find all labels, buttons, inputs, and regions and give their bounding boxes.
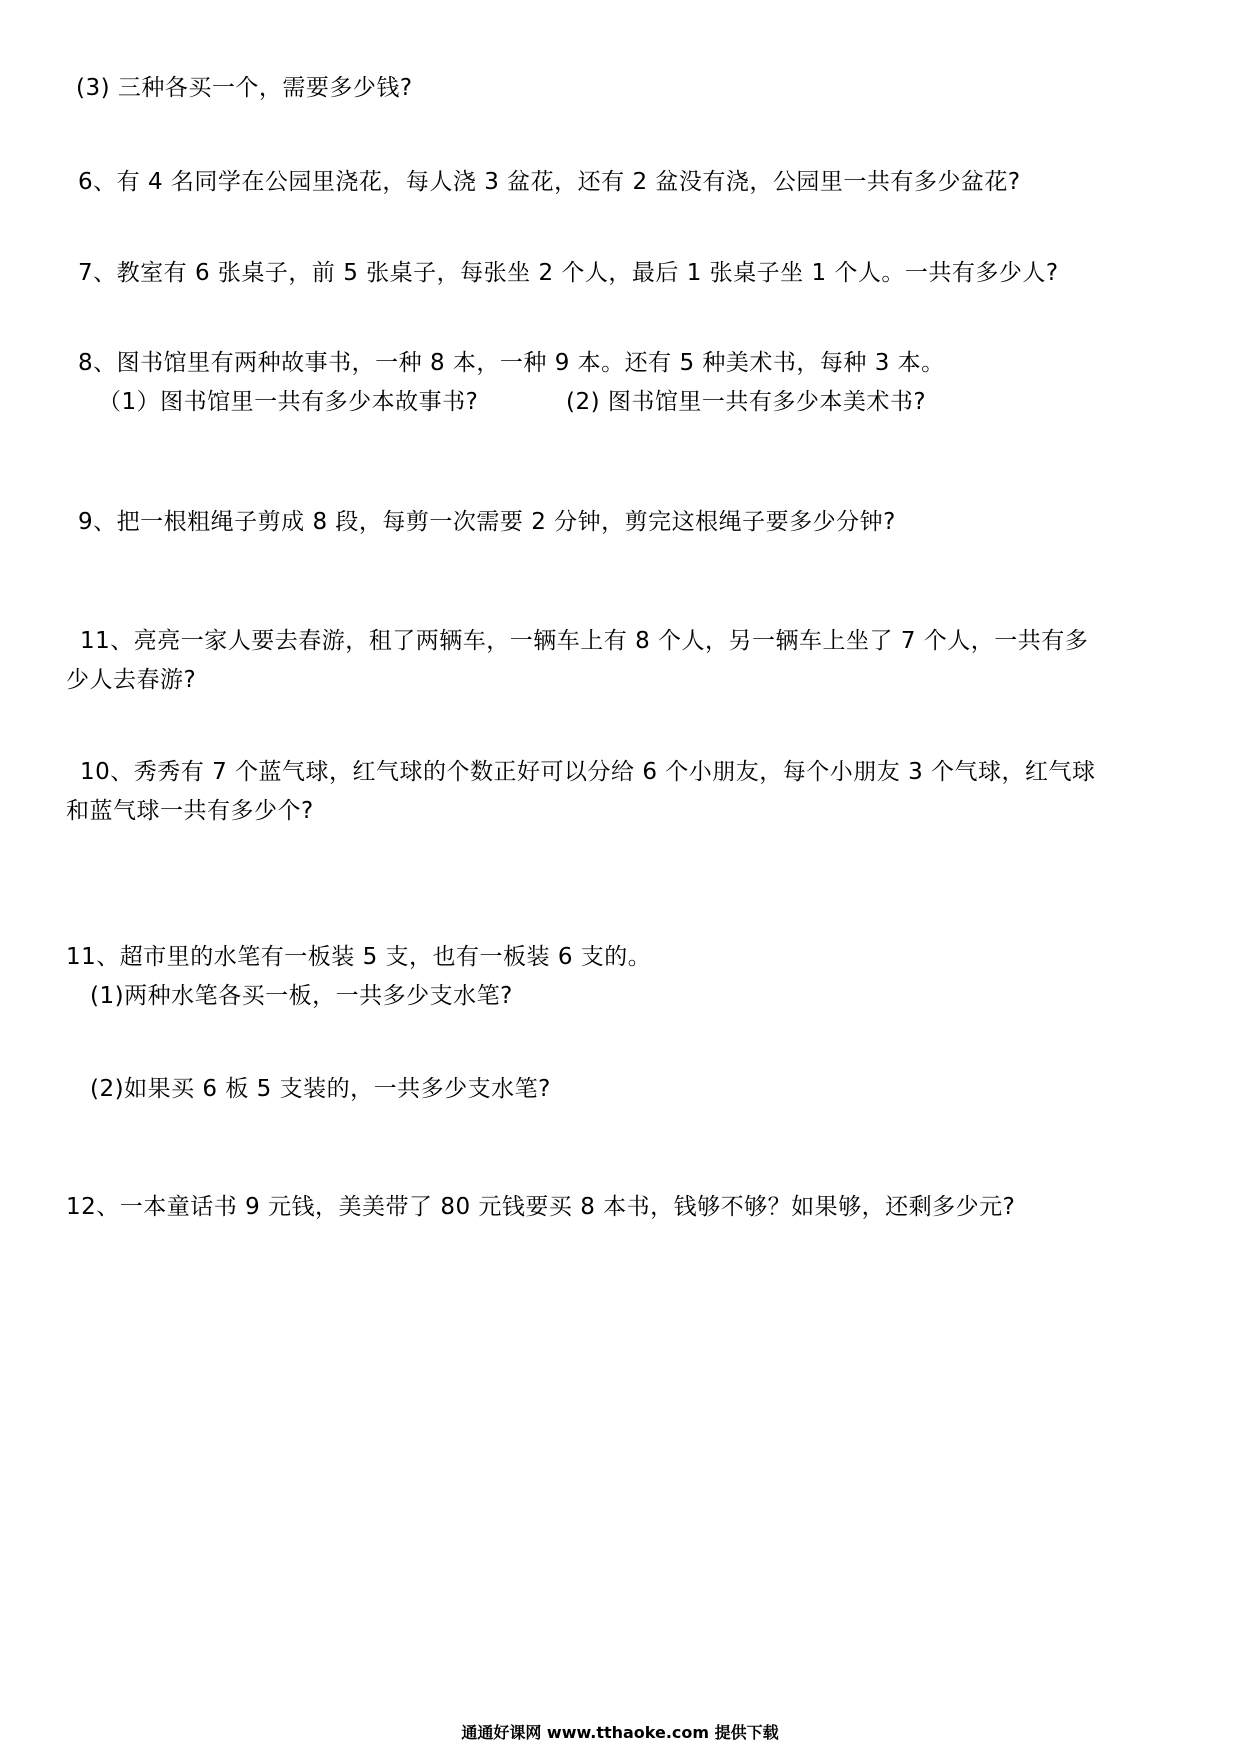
question-6: 6、有 4 名同学在公园里浇花，每人浇 3 盆花，还有 2 盆没有浇，公园里一共有多少盆花? (78, 169, 1021, 195)
question-11-spring-trip-line-1: 11、亮亮一家人要去春游，租了两辆车，一辆车上有 8 个人，另一辆车上坐了 7 个人，一共有多 (80, 628, 1089, 654)
question-10-line-1: 10、秀秀有 7 个蓝气球，红气球的个数正好可以分给 6 个小朋友，每个小朋友 3 个气球，红气球 (80, 759, 1096, 785)
question-8: 8、图书馆里有两种故事书，一种 8 本，一种 9 本。还有 5 种美术书，每种 3 本。 (78, 350, 945, 376)
question-11-pens-part-2: (2)如果买 6 板 5 支装的，一共多少支水笔? (90, 1076, 551, 1102)
question-8-part-1: （1）图书馆里一共有多少本故事书? (98, 389, 479, 415)
question-11-spring-trip-line-2: 少人去春游? (66, 667, 197, 693)
question-10-line-2: 和蓝气球一共有多少个? (66, 798, 314, 824)
question-12: 12、一本童话书 9 元钱，美美带了 80 元钱要买 8 本书，钱够不够？如果够，还剩多少元? (66, 1194, 1016, 1220)
page-footer: 通通好课网 www.tthaoke.com 提供下载 (461, 1723, 779, 1742)
question-9: 9、把一根粗绳子剪成 8 段，每剪一次需要 2 分钟，剪完这根绳子要多少分钟? (78, 509, 896, 535)
question-5-part-3: (3) 三种各买一个，需要多少钱? (76, 75, 413, 101)
question-11-pens: 11、超市里的水笔有一板装 5 支，也有一板装 6 支的。 (66, 944, 652, 970)
question-7: 7、教室有 6 张桌子，前 5 张桌子，每张坐 2 个人，最后 1 张桌子坐 1 个人。一共有多少人? (78, 260, 1059, 286)
question-8-part-2: (2) 图书馆里一共有多少本美术书? (566, 389, 927, 415)
question-11-pens-part-1: (1)两种水笔各买一板，一共多少支水笔? (90, 983, 513, 1009)
